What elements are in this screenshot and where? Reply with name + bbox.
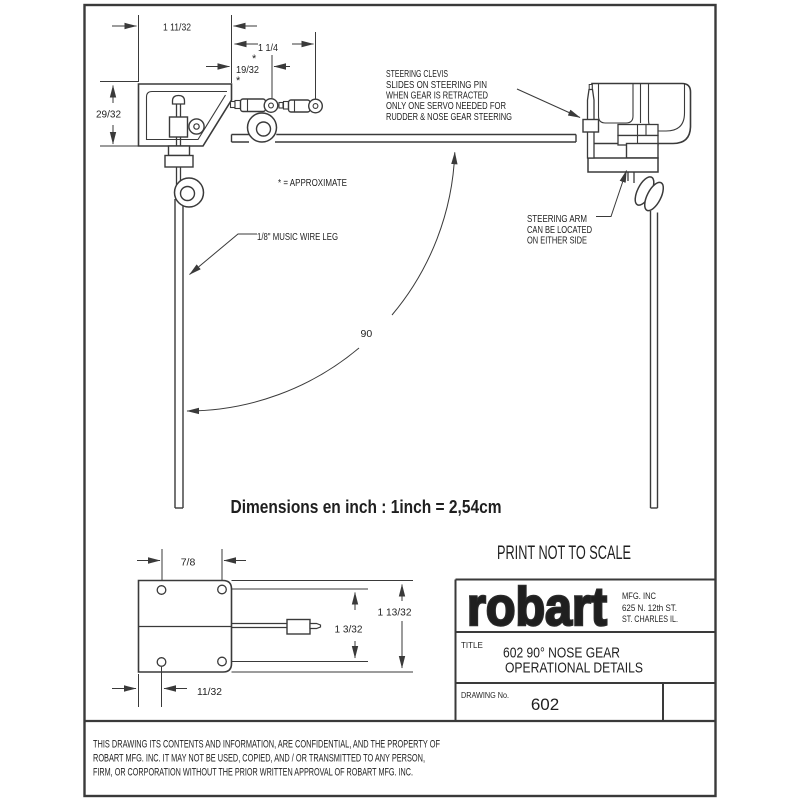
dim-plate-edge-offset: 11/32 — [197, 686, 223, 698]
dim-bracket-width: 1 11/32 — [163, 21, 192, 34]
steering-clevis-note-line4: ONLY ONE SERVO NEEDED FOR — [386, 101, 506, 112]
dim-pin-to-clevis-near: 19/32 — [236, 64, 260, 76]
title-block — [456, 577, 716, 721]
steering-arm-plate — [588, 158, 658, 172]
steering-clevis-note-line3: WHEN GEAR IS RETRACTED — [386, 90, 488, 102]
dim-bracket-height: 29/32 — [96, 108, 122, 121]
print-not-to-scale: PRINT NOT TO SCALE — [497, 543, 631, 564]
scale-note: Dimensions en inch : 1inch = 2,54cm — [230, 497, 502, 517]
steering-arm-note-line3: ON EITHER SIDE — [527, 235, 588, 247]
plate-steering-pin — [287, 620, 310, 635]
title-label: TITLE — [461, 641, 483, 650]
robart-logo: robart — [467, 577, 608, 637]
company-line3: ST. CHARLES IL. — [622, 614, 678, 624]
dim-asterisk-far: * — [252, 53, 257, 65]
retract-angle-label: 90 — [360, 328, 373, 340]
steering-clevis-on-pin — [170, 117, 188, 137]
mounting-plate-view — [112, 549, 414, 707]
gear-side-view — [139, 84, 232, 508]
dim-plate-height: 1 13/32 — [377, 606, 412, 619]
steering-clevis-note-line5: RUDDER & NOSE GEAR STEERING — [386, 112, 513, 123]
servo-pushrod-clevises — [231, 99, 323, 113]
steering-arm-note-line1: STEERING ARM — [527, 214, 587, 225]
steering-clevis-note-line2: SLIDES ON STEERING PIN — [386, 80, 487, 91]
retract-angle-arc — [187, 152, 455, 411]
drawing-no-label: DRAWING No. — [461, 690, 509, 700]
steering-clevis-note-line1: STEERING CLEVIS — [386, 69, 449, 80]
plate-hole — [157, 658, 166, 667]
approximate-note: * = APPROXIMATE — [278, 178, 348, 189]
clevis-near-body — [241, 99, 266, 112]
dim-pin-to-clevis-far: 1 1/4 — [258, 42, 279, 54]
drawing-title-line2: OPERATIONAL DETAILS — [505, 659, 643, 677]
steering-arm-note-line2: CAN BE LOCATED — [527, 225, 592, 236]
dim-asterisk-near: * — [236, 75, 241, 87]
clevis-far-body — [289, 100, 311, 112]
dim-plate-hole-spacing-y: 1 3/32 — [334, 623, 363, 636]
drawing-no-value: 602 — [530, 695, 560, 714]
annotation-texts — [231, 69, 632, 564]
plate-hole — [218, 657, 227, 666]
music-wire-label: 1/8" MUSIC WIRE LEG — [257, 232, 339, 243]
gear-front-view — [583, 84, 691, 509]
company-line1: MFG. INC — [622, 591, 657, 601]
steering-pin-head — [173, 96, 185, 105]
company-line2: 625 N. 12th ST. — [622, 603, 677, 613]
steering-clevis-front — [583, 120, 599, 133]
disclaimer-line1: THIS DRAWING ITS CONTENTS AND INFORMATION, ARE CONFIDENTIAL, AND THE PROPERTY OF — [93, 738, 441, 751]
plate-hole — [218, 585, 227, 594]
disclaimer-line2: ROBART MFG. INC. IT MAY NOT BE USED, COPIED, AND / OR TRANSMITTED TO ANY PERSON, — [93, 752, 425, 765]
disclaimer-block — [93, 739, 440, 779]
drawing-title-line1: 602 90° NOSE GEAR — [503, 644, 621, 662]
plate-hole — [157, 586, 166, 595]
disclaimer-line3: FIRM, OR CORPORATION WITHOUT THE PRIOR WRITTEN APPROVAL OF ROBART MFG. INC. — [93, 766, 413, 779]
dim-plate-hole-spacing-x: 7/8 — [180, 556, 196, 569]
steering-arm-upper — [627, 144, 659, 159]
